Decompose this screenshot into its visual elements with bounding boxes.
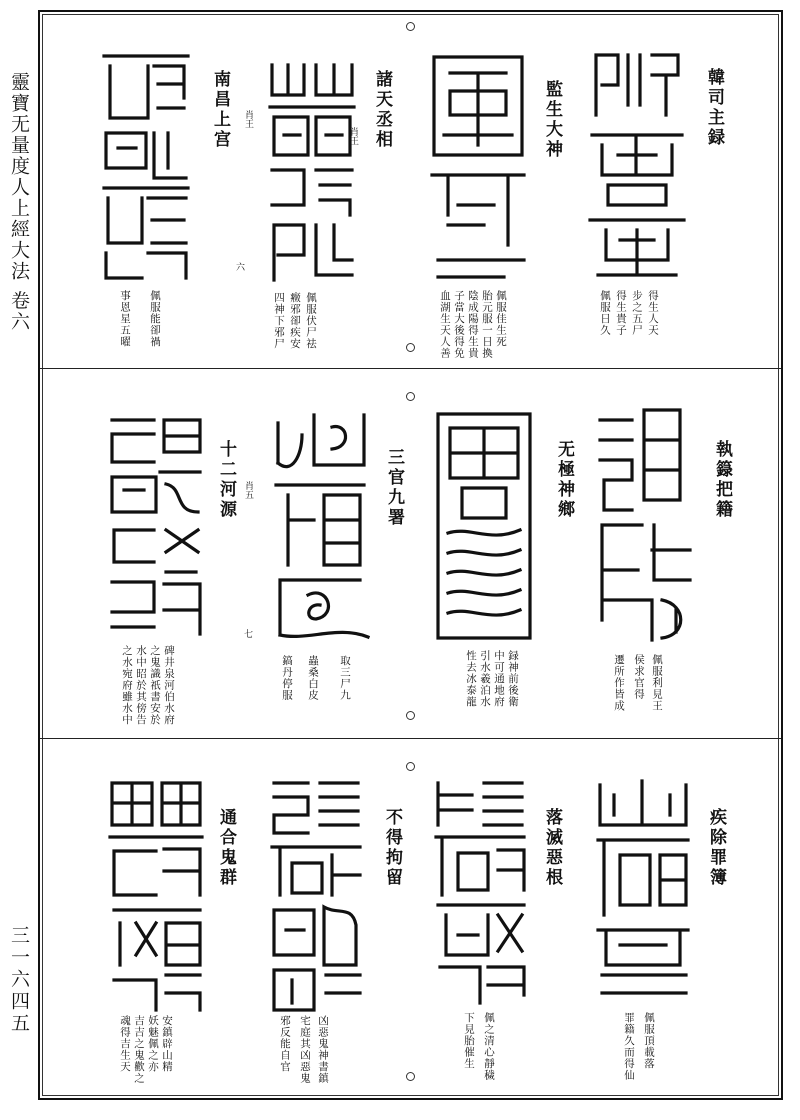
talisman-note: 之水宛府雖水中 [121, 645, 133, 726]
row-divider [40, 738, 781, 739]
talisman-note: 碑井泉河伯水府 [163, 645, 175, 726]
talisman-seal [268, 405, 372, 645]
binding-hole [406, 22, 415, 31]
talisman-note: 佩服利見王 [651, 654, 663, 712]
talisman-note: 子當大後得免 [453, 290, 465, 359]
talisman-label: 无極神鄉 [554, 440, 574, 520]
section-mark: 七 [244, 630, 254, 640]
talisman-note: 佩服日久 [599, 290, 611, 336]
talisman-label: 韓司主録 [704, 68, 724, 148]
talisman-note: 魂得吉生天 [119, 1015, 131, 1073]
talisman-note: 得生貴子 [615, 290, 627, 336]
talisman-note: 吉吉之鬼歡之 [133, 1015, 145, 1084]
small-mark: 肖王 [348, 127, 358, 145]
binding-hole [406, 711, 415, 720]
talisman-note: 步之五尸 [631, 290, 643, 336]
small-mark: 肖五 [243, 481, 253, 499]
talisman-label: 監生大神 [542, 80, 562, 160]
talisman-note: 佩服頂載落 [643, 1012, 655, 1070]
talisman-note: 癥邪卻疾安 [289, 292, 301, 350]
row-divider [40, 368, 781, 369]
binding-hole [406, 1072, 415, 1081]
talisman-seal [98, 48, 194, 283]
talisman-label: 落滅惡根 [542, 808, 562, 888]
talisman-note: 四神下邪尸 [273, 292, 285, 350]
talisman-note: 蟲桑白皮 [307, 655, 319, 701]
talisman-note: 安鎮辟山精 [161, 1015, 173, 1073]
talisman-seal [592, 400, 700, 645]
talisman-note: 引水羲泊水 [479, 650, 491, 708]
page-number: 三一六四五 [8, 925, 30, 1035]
talisman-note: 邪反能自官 [279, 1015, 291, 1073]
talisman-note: 佩服能卻禍 [149, 290, 161, 348]
talisman-note: 鎬丹停服 [281, 655, 293, 701]
talisman-note: 宅庭其凶惡鬼 [299, 1015, 311, 1084]
talisman-note: 事恩星五曜 [119, 290, 131, 348]
talisman-note: 妖魅佩之亦 [147, 1015, 159, 1073]
talisman-note: 性去冰泰龍 [465, 650, 477, 708]
talisman-seal [104, 412, 208, 642]
talisman-note: 佩服佳生死 [495, 290, 507, 348]
talisman-seal [104, 775, 208, 1015]
book-title: 靈寶无量度人上經大法 卷六 [8, 72, 30, 333]
talisman-note: 得生人天 [647, 290, 659, 336]
talisman-note: 之鬼識祇書安於 [149, 645, 161, 726]
talisman-seal [590, 775, 696, 1000]
talisman-note: 水中昭於其傍告 [135, 645, 147, 726]
talisman-note: 録神前後衛 [507, 650, 519, 708]
talisman-note: 取三尸九 [339, 655, 351, 701]
binding-hole [406, 343, 415, 352]
talisman-seal [264, 775, 368, 1015]
talisman-label: 南昌上宫 [210, 70, 230, 150]
talisman-note: 罪籍久而得仙 [623, 1012, 635, 1081]
talisman-note: 遷所作皆成 [613, 654, 625, 712]
talisman-label: 諸天丞相 [372, 70, 392, 150]
talisman-label: 不得拘留 [382, 808, 402, 888]
talisman-note: 中可通地府 [493, 650, 505, 708]
talisman-label: 三官九署 [384, 448, 404, 528]
talisman-seal [424, 45, 532, 285]
talisman-note: 下見胎催生 [463, 1012, 475, 1070]
small-mark: 肖王 [243, 110, 253, 128]
talisman-note: 血湖生天人善 [439, 290, 451, 359]
talisman-note: 佩之清心靜穢 [483, 1012, 495, 1081]
talisman-note: 侯求官得 [633, 654, 645, 700]
talisman-note: 凶惡鬼神書鎮 [317, 1015, 329, 1084]
talisman-note: 陰成陽得生貴 [467, 290, 479, 359]
talisman-note: 佩服伏尸祛 [305, 292, 317, 350]
talisman-seal [264, 55, 360, 285]
talisman-label: 疾除罪簿 [706, 808, 726, 888]
binding-hole [406, 392, 415, 401]
talisman-note: 胎元服一日換 [481, 290, 493, 359]
talisman-seal [428, 775, 532, 1010]
talisman-label: 通合鬼群 [216, 808, 236, 888]
talisman-label: 執籙把籍 [712, 440, 732, 520]
section-mark: 六 [236, 263, 246, 273]
binding-hole [406, 762, 415, 771]
talisman-label: 十二河源 [216, 440, 236, 520]
talisman-seal [578, 45, 696, 285]
talisman-seal [430, 408, 538, 644]
